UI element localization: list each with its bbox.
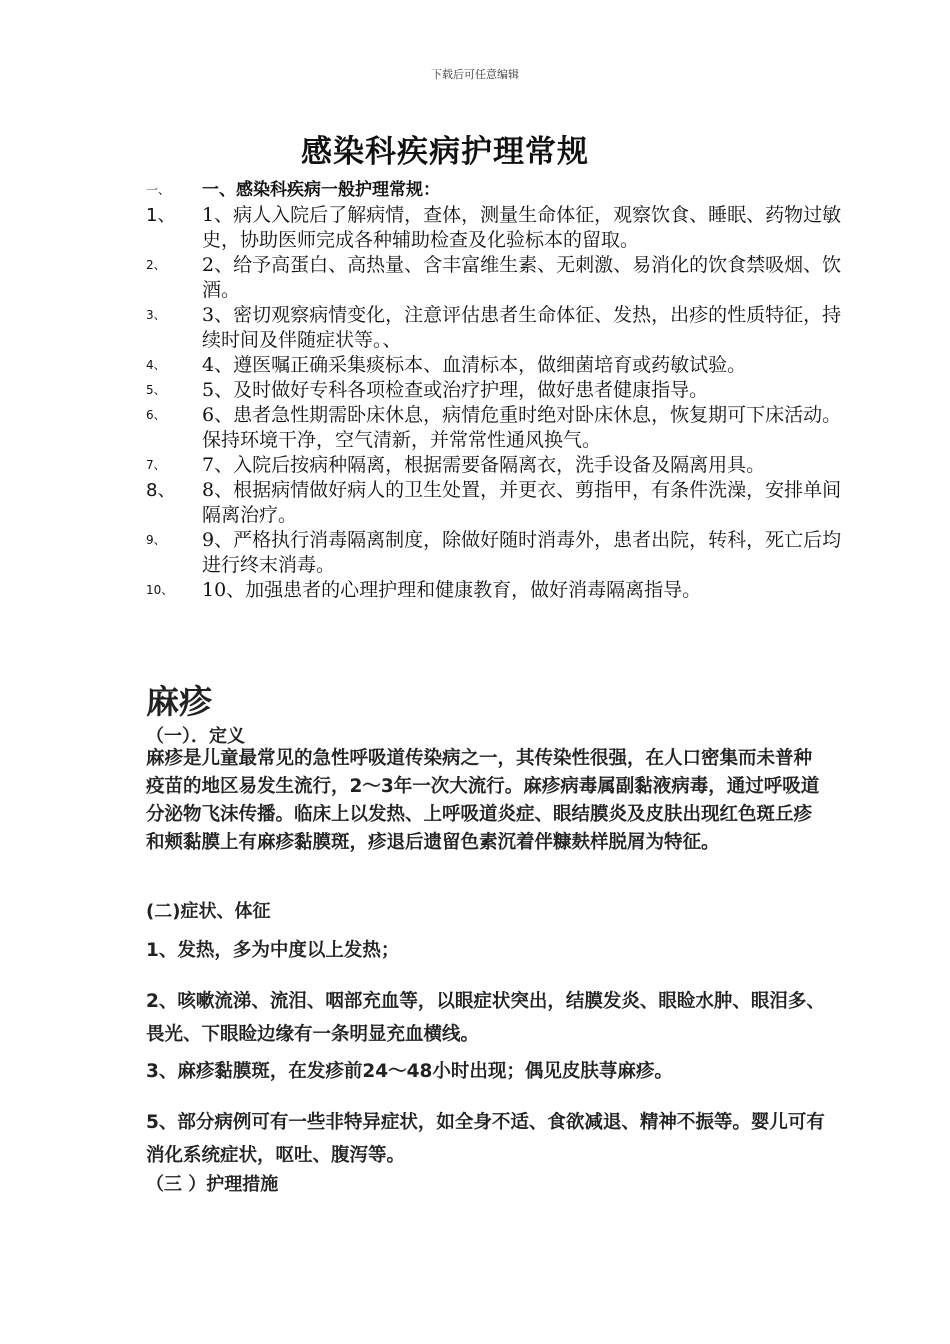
list-item-text: 2、给予高蛋白、高热量、含丰富维生素、无刺激、易消化的饮食禁吸烟、饮酒。	[202, 254, 842, 301]
list-item	[146, 253, 846, 303]
list-item	[146, 378, 846, 403]
document-title: 感染科疾病护理常规	[301, 134, 589, 170]
list-marker: 一、	[146, 183, 171, 197]
list-item	[146, 578, 846, 603]
symptom-item: 5、部分病例可有一些非特异症状，如全身不适、食欲减退、精神不振等。婴儿可有消化系统症状，呕吐、腹泻等。	[146, 1112, 825, 1166]
page-header-note: 下载后可任意编辑	[431, 68, 519, 81]
symptom-item: 1、发热，多为中度以上发热；	[146, 940, 400, 961]
definition-heading: （一）．定义	[146, 726, 245, 747]
list-item-text: 3、密切观察病情变化，注意评估患者生命体征、发热，出疹的性质特征，持续时间及伴随症状等。、	[202, 304, 842, 351]
list-item-text: 9、严格执行消毒隔离制度，除做好随时消毒外，患者出院，转科，死亡后均进行终末消毒。	[202, 529, 842, 576]
list-marker: 9、	[146, 533, 166, 547]
measles-heading: 麻疹	[146, 682, 212, 721]
list-item-text: 10、加强患者的心理护理和健康教育，做好消毒隔离指导。	[202, 579, 702, 601]
list-item	[146, 403, 846, 453]
list-marker: 6、	[146, 408, 166, 422]
list-item	[146, 478, 846, 528]
list-marker: 1、	[146, 205, 176, 226]
nursing-measures-heading: （三 ）护理措施	[146, 1174, 279, 1195]
list-marker: 3、	[146, 308, 166, 322]
symptom-item: 2、咳嗽流涕、流泪、咽部充血等，以眼症状突出，结膜发炎、眼睑水肿、眼泪多、畏光、下眼睑边缘有一条明显充血横线。	[146, 991, 825, 1045]
list-item	[146, 353, 846, 378]
list-item	[146, 303, 846, 353]
list-item-text: 5、及时做好专科各项检查或治疗护理，做好患者健康指导。	[202, 379, 709, 401]
list-item	[146, 453, 846, 478]
list-marker: 8、	[146, 480, 176, 501]
general-nursing-heading-row	[146, 178, 846, 203]
list-item-text: 8、根据病情做好病人的卫生处置，并更衣、剪指甲，有条件洗澡，安排单间隔离治疗。	[202, 479, 842, 526]
symptom-item: 3、麻疹黏膜斑，在发疹前24～48小时出现；偶见皮肤荨麻疹。	[146, 1061, 673, 1082]
list-item-text: 1、病人入院后了解病情，查体，测量生命体征，观察饮食、睡眠、药物过敏史，协助医师完成各种辅助检查及化验标本的留取。	[202, 204, 842, 251]
list-marker: 10、	[146, 583, 174, 597]
definition-paragraph: 麻疹是儿童最常见的急性呼吸道传染病之一，其传染性很强，在人口密集而未普种疫苗的地区易发生流行，2～3年一次大流行。麻疹病毒属副黏液病毒，通过呼吸道分泌物飞沫传播。临床上以发热、上呼吸道炎症、眼结膜炎及皮肤出现红色斑丘疹和颊黏膜上有麻疹黏膜斑，疹退后遗留色素沉着伴糠麸样脱屑为特征。	[146, 748, 820, 853]
list-item-text: 4、遵医嘱正确采集痰标本、血清标本，做细菌培育或药敏试验。	[202, 354, 747, 376]
list-marker: 2、	[146, 258, 166, 272]
list-item-text: 7、入院后按病种隔离，根据需要备隔离衣，洗手设备及隔离用具。	[202, 454, 766, 476]
list-item	[146, 528, 846, 578]
list-marker: 4、	[146, 358, 166, 372]
list-item-text: 6、患者急性期需卧床休息，病情危重时绝对卧床休息，恢复期可下床活动。保持环境干净，空气清新，并常常性通风换气。	[202, 404, 842, 451]
symptoms-heading: (二)症状、体征	[146, 901, 271, 922]
list-marker: 7、	[146, 458, 166, 472]
general-nursing-heading: 一、感染科疾病一般护理常规：	[202, 180, 440, 200]
list-item	[146, 203, 846, 253]
general-nursing-list	[146, 178, 846, 603]
list-marker: 5、	[146, 383, 166, 397]
